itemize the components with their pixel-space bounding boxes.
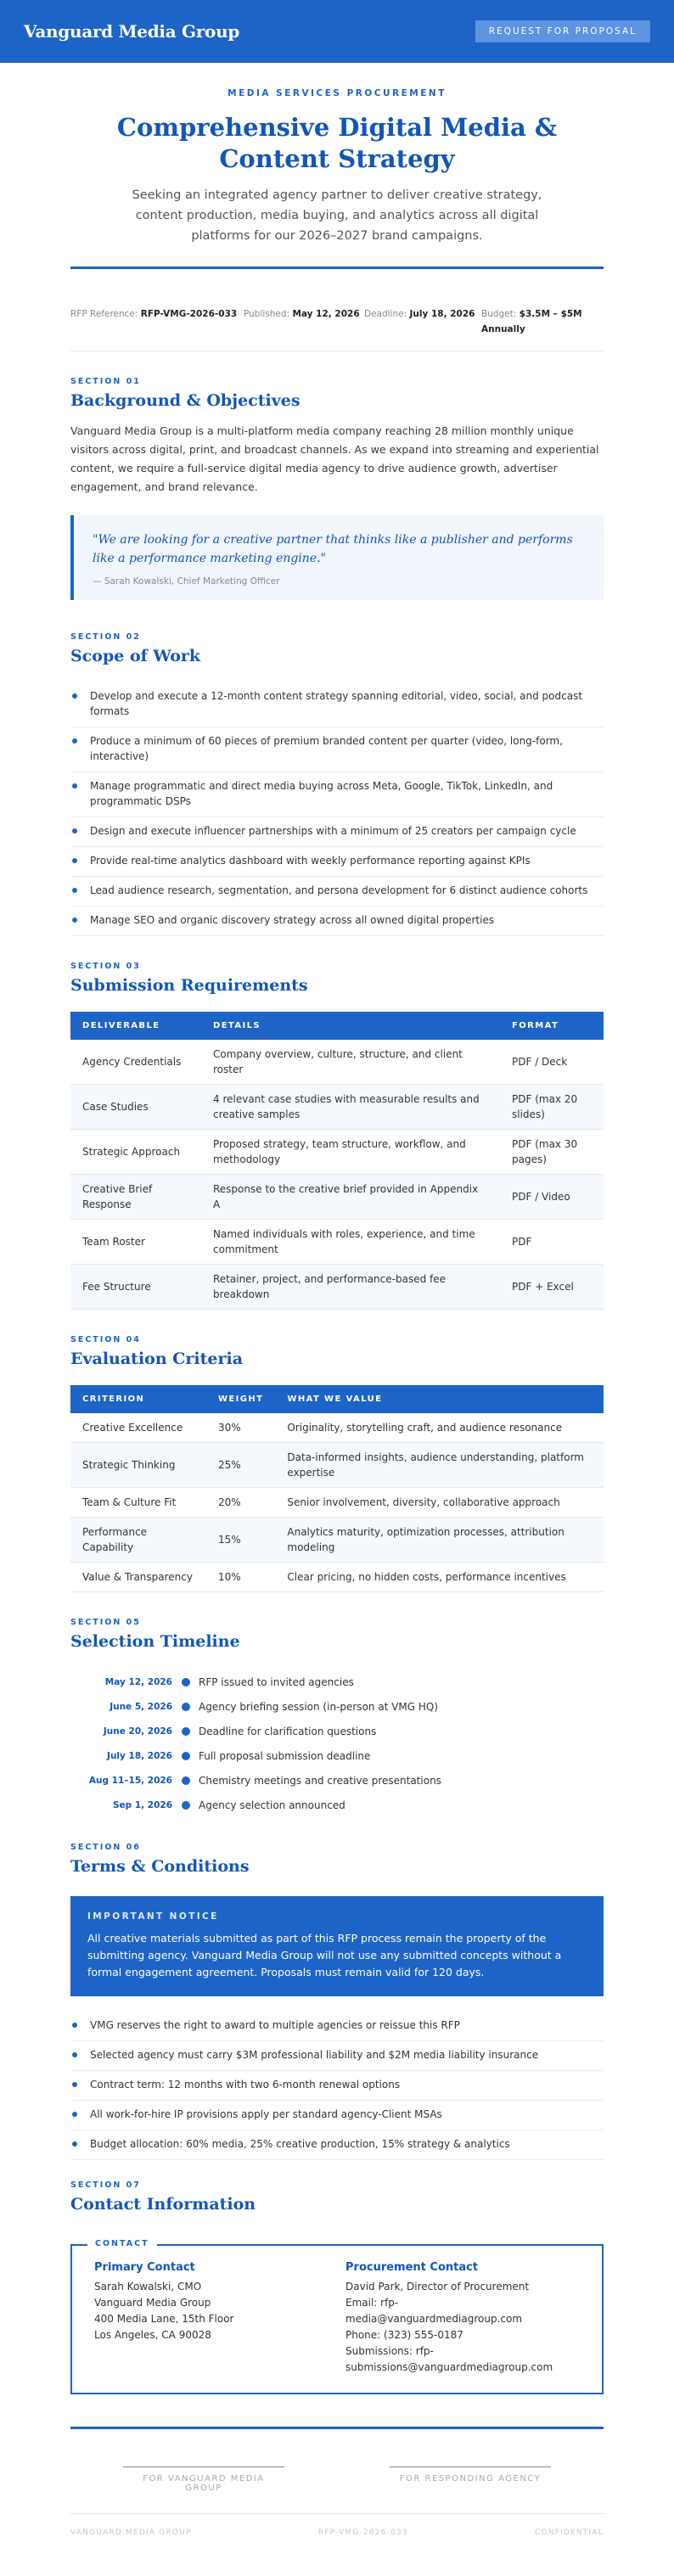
table-row: Strategic Approach Proposed strategy, team structure, workflow, and methodology PDF (max 30 pages) bbox=[70, 1130, 604, 1175]
table-row: Fee Structure Retainer, project, and performance-based fee breakdown PDF + Excel bbox=[70, 1265, 604, 1310]
timeline-date: July 18, 2026 bbox=[107, 1750, 172, 1761]
timeline-item bbox=[70, 1793, 604, 1817]
footer-confidential: CONFIDENTIAL bbox=[534, 2528, 604, 2537]
list-item: Design and execute influencer partnerships with a minimum of 25 creators per campaign cycle bbox=[70, 817, 604, 847]
section-timeline bbox=[70, 1618, 604, 1817]
section-label: SECTION 02 bbox=[70, 632, 141, 642]
timeline-text: Deadline for clarification questions bbox=[199, 1725, 377, 1737]
notice-title: IMPORTANT NOTICE bbox=[87, 1911, 219, 1922]
contact-phone[interactable]: Phone: (323) 555-0187 bbox=[345, 2329, 463, 2341]
table-row: Value & Transparency 10% Clear pricing, no hidden costs, performance incentives bbox=[70, 1563, 604, 1592]
timeline-text: Chemistry meetings and creative presentations bbox=[199, 1774, 441, 1787]
timeline-item bbox=[70, 1743, 604, 1768]
column-header: DETAILS bbox=[201, 1012, 500, 1040]
section-title: Selection Timeline bbox=[70, 1632, 240, 1651]
primary-contact-title: Primary Contact bbox=[94, 2261, 195, 2274]
contact-box bbox=[70, 2239, 604, 2394]
hero-subtitle: Seeking an integrated agency partner to deliver creative strategy, content production, media buying, and analytics across all digital platforms for our 2026–2027 brand campaigns. bbox=[132, 188, 542, 243]
timeline bbox=[70, 1670, 604, 1817]
timeline-dot-icon bbox=[182, 1678, 190, 1686]
table-header-row bbox=[70, 1012, 604, 1040]
timeline-text: RFP issued to invited agencies bbox=[199, 1675, 354, 1688]
quote-text: "We are looking for a creative partner that thinks like a publisher and performs like a performance marketing engine." bbox=[93, 533, 573, 565]
section-title: Terms & Conditions bbox=[70, 1857, 250, 1876]
bullet-icon bbox=[72, 2141, 77, 2147]
list-item: Lead audience research, segmentation, and persona development for 6 distinct audience cohorts bbox=[70, 877, 604, 906]
table-row: Case Studies 4 relevant case studies with measurable results and creative samples PDF (max 20 slides) bbox=[70, 1085, 604, 1130]
top-bar bbox=[0, 0, 674, 63]
timeline-date: Aug 11–15, 2026 bbox=[88, 1775, 172, 1786]
list-item: Manage SEO and organic discovery strategy across all owned digital properties bbox=[70, 906, 604, 936]
signature-line-agency: FOR RESPONDING AGENCY bbox=[390, 2467, 551, 2493]
timeline-date: May 12, 2026 bbox=[104, 1676, 172, 1687]
list-item: Budget allocation: 60% media, 25% creative production, 15% strategy & analytics bbox=[70, 2130, 604, 2160]
list-item: Contract term: 12 months with two 6-month renewal options bbox=[70, 2071, 604, 2101]
timeline-date: June 5, 2026 bbox=[110, 1701, 172, 1712]
column-header: CRITERION bbox=[70, 1385, 206, 1413]
section-contact bbox=[70, 2180, 604, 2394]
list-item: Provide real-time analytics dashboard with weekly performance reporting against KPIs bbox=[70, 847, 604, 877]
evaluation-table bbox=[70, 1385, 604, 1592]
document-body bbox=[70, 63, 604, 2576]
contact-line: Vanguard Media Group bbox=[94, 2297, 211, 2309]
hero bbox=[70, 63, 604, 269]
list-item: Manage programmatic and direct media buying across Meta, Google, TikTok, LinkedIn, and programmatic DSPs bbox=[70, 772, 604, 817]
timeline-dot-icon bbox=[182, 1752, 190, 1760]
contact-submissions-email[interactable]: Submissions: rfp-submissions@vanguardmediagroup.com bbox=[345, 2345, 553, 2373]
section-scope bbox=[70, 632, 604, 936]
table-row: Performance Capability 15% Analytics maturity, optimization processes, attribution modeling bbox=[70, 1518, 604, 1563]
timeline-date: June 20, 2026 bbox=[103, 1726, 172, 1737]
timeline-text: Agency briefing session (in-person at VMG HQ) bbox=[199, 1700, 439, 1713]
section-submission bbox=[70, 962, 604, 1310]
section-terms bbox=[70, 1843, 604, 2160]
contact-line: Los Angeles, CA 90028 bbox=[94, 2329, 211, 2341]
section-title: Background & Objectives bbox=[70, 391, 300, 410]
brand-logo[interactable]: Vanguard Media Group bbox=[24, 21, 240, 42]
signature-line-vmg: FOR VANGUARD MEDIA GROUP bbox=[123, 2467, 284, 2493]
timeline-item bbox=[70, 1719, 604, 1743]
procurement-contact bbox=[345, 2261, 566, 2376]
list-item: Produce a minimum of 60 pieces of premium branded content per quarter (video, long-form, interactive) bbox=[70, 727, 604, 772]
contact-line: Sarah Kowalski, CMO bbox=[94, 2281, 202, 2293]
section-label: SECTION 06 bbox=[70, 1843, 141, 1852]
list-item: Selected agency must carry $3M professional liability and $2M media liability insurance bbox=[70, 2041, 604, 2071]
section-label: SECTION 07 bbox=[70, 2180, 141, 2190]
contact-line: 400 Media Lane, 15th Floor bbox=[94, 2313, 234, 2325]
submission-table bbox=[70, 1012, 604, 1310]
request-proposal-button[interactable]: REQUEST FOR PROPOSAL bbox=[475, 20, 650, 42]
scope-list bbox=[70, 682, 604, 936]
bullet-icon bbox=[72, 858, 77, 863]
cmo-quote bbox=[70, 515, 604, 600]
footer-reference: RFP-VMG-2026-033 bbox=[317, 2528, 408, 2537]
timeline-text: Agency selection announced bbox=[199, 1799, 345, 1811]
list-item: All work-for-hire IP provisions apply per standard agency-Client MSAs bbox=[70, 2101, 604, 2130]
bullet-icon bbox=[72, 2052, 77, 2057]
page-title: Comprehensive Digital Media & Content Strategy bbox=[116, 113, 558, 173]
terms-list bbox=[70, 2012, 604, 2160]
timeline-dot-icon bbox=[182, 1703, 190, 1711]
contact-box-label: CONTACT bbox=[87, 2239, 157, 2248]
timeline-dot-icon bbox=[182, 1801, 190, 1810]
contact-email[interactable]: Email: rfp-media@vanguardmediagroup.com bbox=[345, 2297, 523, 2325]
bullet-icon bbox=[72, 828, 77, 833]
section-label: SECTION 05 bbox=[70, 1618, 141, 1627]
rfp-meta bbox=[70, 269, 604, 351]
bullet-icon bbox=[72, 783, 77, 789]
primary-contact bbox=[94, 2261, 345, 2376]
hero-eyebrow: MEDIA SERVICES PROCUREMENT bbox=[227, 88, 447, 98]
table-row: Creative Brief Response Response to the creative brief provided in Appendix A PDF / Video bbox=[70, 1175, 604, 1220]
column-header: DELIVERABLE bbox=[70, 1012, 201, 1040]
bullet-icon bbox=[72, 2023, 77, 2028]
table-row: Creative Excellence 30% Originality, storytelling craft, and audience resonance bbox=[70, 1413, 604, 1443]
list-item: Develop and execute a 12-month content strategy spanning editorial, video, social, and podcast formats bbox=[70, 682, 604, 727]
timeline-item bbox=[70, 1670, 604, 1694]
page-footer bbox=[70, 2514, 604, 2576]
timeline-item bbox=[70, 1768, 604, 1793]
table-row: Team Roster Named individuals with roles, experience, and time commitment PDF bbox=[70, 1220, 604, 1265]
table-header-row bbox=[70, 1385, 604, 1413]
bullet-icon bbox=[72, 888, 77, 893]
notice-body: All creative materials submitted as part of this RFP process remain the property of the submitting agency. Vanguard Media Group will not use any submitted concepts without a formal engagement agreement. Proposals must remain valid for 120 days. bbox=[87, 1932, 562, 1978]
quote-attribution: — Sarah Kowalski, Chief Marketing Officer bbox=[93, 576, 280, 586]
timeline-item bbox=[70, 1694, 604, 1719]
meta-deadline: Deadline: July 18, 2026 bbox=[364, 309, 475, 319]
table-row: Strategic Thinking 25% Data-informed insights, audience understanding, platform expertise bbox=[70, 1443, 604, 1488]
table-row: Team & Culture Fit 20% Senior involvement, diversity, collaborative approach bbox=[70, 1488, 604, 1518]
bullet-icon bbox=[72, 918, 77, 923]
bullet-icon bbox=[72, 738, 77, 744]
timeline-dot-icon bbox=[182, 1727, 190, 1736]
section-title: Scope of Work bbox=[70, 647, 201, 665]
section-title: Evaluation Criteria bbox=[70, 1350, 244, 1368]
table-row: Agency Credentials Company overview, culture, structure, and client roster PDF / Deck bbox=[70, 1040, 604, 1085]
contact-line: David Park, Director of Procurement bbox=[345, 2281, 530, 2293]
column-header: WEIGHT bbox=[206, 1385, 275, 1413]
timeline-date: Sep 1, 2026 bbox=[112, 1799, 172, 1810]
section-label: SECTION 01 bbox=[70, 377, 141, 386]
bullet-icon bbox=[72, 693, 77, 699]
column-header: FORMAT bbox=[500, 1012, 604, 1040]
section-evaluation bbox=[70, 1335, 604, 1592]
section-background bbox=[70, 377, 604, 600]
footer-company: VANGUARD MEDIA GROUP bbox=[70, 2528, 192, 2537]
section-label: SECTION 04 bbox=[70, 1335, 141, 1344]
important-notice bbox=[70, 1896, 604, 1996]
section-label: SECTION 03 bbox=[70, 962, 141, 971]
meta-reference: RFP Reference: RFP-VMG-2026-033 bbox=[70, 309, 238, 319]
column-header: WHAT WE VALUE bbox=[275, 1385, 604, 1413]
signature-block bbox=[70, 2427, 604, 2514]
section-title: Submission Requirements bbox=[70, 976, 308, 995]
background-paragraph: Vanguard Media Group is a multi-platform media company reaching 28 million monthly unique visitors across digital, print, and broadcast channels. As we expand into streaming and experiential content, we require a full-service digital media agency to drive audience growth, advertiser engagement, and brand relevance. bbox=[70, 424, 599, 493]
timeline-dot-icon bbox=[182, 1776, 190, 1785]
meta-published: Published: May 12, 2026 bbox=[244, 309, 360, 319]
section-title: Contact Information bbox=[70, 2195, 256, 2214]
timeline-text: Full proposal submission deadline bbox=[199, 1749, 371, 1762]
meta-budget: Budget: $3.5M – $5M Annually bbox=[481, 309, 582, 334]
bullet-icon bbox=[72, 2112, 77, 2117]
procurement-contact-title: Procurement Contact bbox=[345, 2261, 479, 2274]
list-item: VMG reserves the right to award to multiple agencies or reissue this RFP bbox=[70, 2012, 604, 2041]
bullet-icon bbox=[72, 2082, 77, 2087]
